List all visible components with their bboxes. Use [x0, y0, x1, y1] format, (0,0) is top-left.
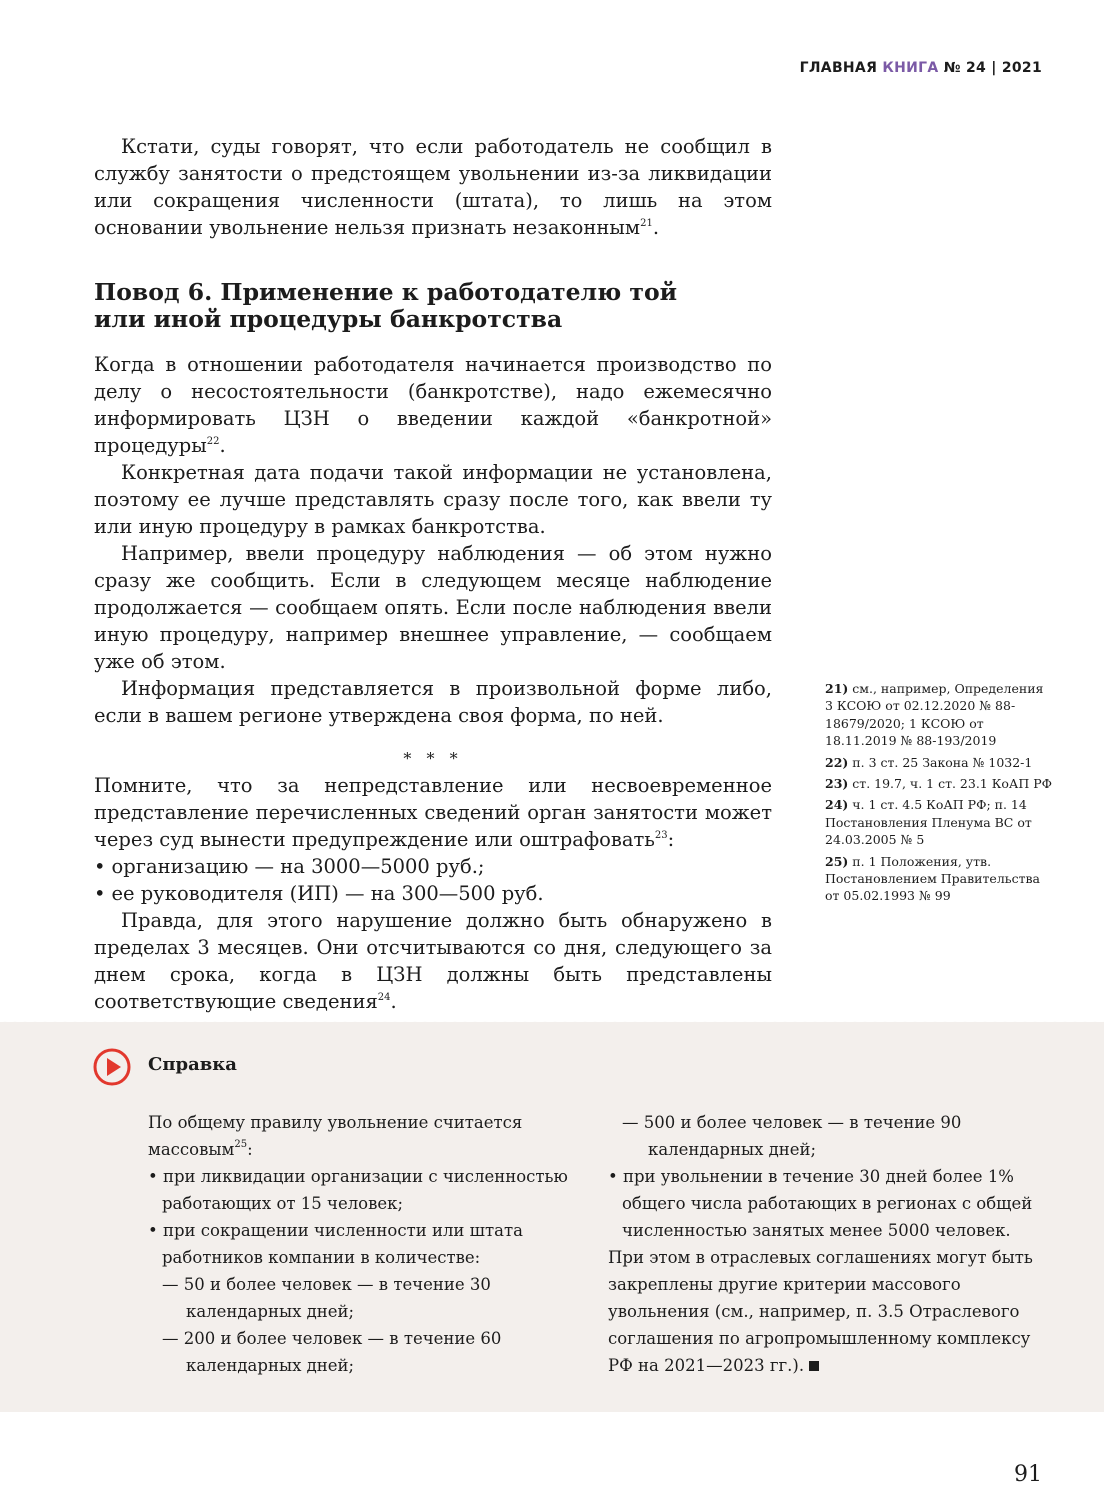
- footnote-ref: 23: [654, 830, 668, 841]
- end-mark-icon: [809, 1361, 819, 1371]
- footnote: 24) ч. 1 ст. 4.5 КоАП РФ; п. 14 Постановления Пленума ВС от 24.03.2005 № 5: [825, 797, 1032, 848]
- info-box-left-column: [148, 1109, 588, 1379]
- info-box-title: Справка: [148, 1054, 237, 1075]
- paragraph: Помните, что за непредставление или несвоевременное представление перечисленных сведений орган занятости может через суд вынести предупреждение или оштрафовать$^{23}$:: [94, 774, 772, 851]
- footnote: 21) см., например, Определения 3 КСОЮ от 02.12.2020 № 88-18679/2020; 1 КСОЮ от 18.11.2019 № 88-193/2019: [825, 681, 1044, 749]
- sub-list-item: — 200 и более человек — в течение 60 календарных дней;: [162, 1329, 502, 1375]
- section-heading: Повод 6. Применение к работодателю той или иной процедуры банкротства: [94, 278, 678, 333]
- info-paragraph: По общему правилу увольнение считается массовым$^{25}$:: [148, 1113, 523, 1159]
- paragraph: Например, ввели процедуру наблюдения — об этом нужно сразу же сообщить. Если в следующем месяце наблюдение продолжается — сообщаем опять. Если после наблюдения ввели иную процедуру, например внешнее управление, — сообщаем уже об этом.: [94, 542, 772, 673]
- info-box-right-column: [608, 1109, 1048, 1379]
- masthead: [800, 60, 1042, 76]
- list-item: • при ликвидации организации с численностью работающих от 15 человек;: [148, 1167, 568, 1213]
- list-item: • при сокращении численности или штата работников компании в количестве:: [148, 1221, 523, 1267]
- paragraph: Информация представляется в произвольной форме либо, если в вашем регионе утверждена своя форма, по ней.: [94, 677, 772, 727]
- footnote-ref: 24: [377, 992, 391, 1003]
- list-item: • при увольнении в течение 30 дней более 1% общего числа работающих в регионах с общей численностью занятых менее 5000 человек.: [608, 1167, 1033, 1240]
- section-body: [94, 351, 772, 1015]
- intro-block: [94, 133, 772, 241]
- footnote: 22) п. 3 ст. 25 Закона № 1032-1: [825, 754, 1033, 770]
- footnote-ref: 25: [234, 1139, 248, 1150]
- footnote-ref: 22: [206, 436, 220, 447]
- footnote-ref: 21: [640, 218, 653, 229]
- info-paragraph: При этом в отраслевых соглашениях могут быть закреплены другие критерии массового увольнения (см., например, п. 3.5 Отраслевого соглашения по агропромышленному комплексу РФ на 2021—2023 гг.).: [608, 1248, 1033, 1375]
- masthead-title: ГЛАВНАЯ: [799, 60, 878, 76]
- section-block: [94, 279, 772, 333]
- footnote: 25) п. 1 Положения, утв. Постановлением Правительства от 05.02.1993 № 99: [825, 853, 1040, 904]
- list-item: • организацию — на 3000—5000 руб.;: [94, 853, 772, 880]
- bullet-list: [94, 853, 772, 907]
- intro-paragraph: Кстати, суды говорят, что если работодатель не сообщил в службу занятости о предстоящем увольнении из-за ликвидации или сокращения численности (штата), то лишь на этом основании увольнение нельзя признать незаконным$^{21}$.: [94, 135, 772, 239]
- footnotes: [825, 680, 1055, 909]
- section-divider: * * *: [403, 749, 463, 768]
- page-number: 91: [1014, 1462, 1042, 1487]
- list-item: • ее руководителя (ИП) — на 300—500 руб.: [94, 880, 772, 907]
- paragraph: Когда в отношении работодателя начинается производство по делу о несостоятельности (банкротстве), надо ежемесячно информировать ЦЗН о введении каждой «банкротной» процедуры$^{22}$.: [94, 353, 772, 457]
- masthead-issue: № 24 | 2021: [943, 60, 1042, 76]
- masthead-accent: КНИГА: [882, 60, 939, 76]
- paragraph: Конкретная дата подачи такой информации не установлена, поэтому ее лучше представлять сразу после того, как ввели ту или иную процедуру в рамках банкротства.: [94, 461, 772, 538]
- paragraph: Правда, для этого нарушение должно быть обнаружено в пределах 3 месяцев. Они отсчитываются со дня, следующего за днем срока, когда в ЦЗН должны быть представлены соответствующие сведения$^{24}$.: [94, 909, 772, 1013]
- footnote: 23) ст. 19.7, ч. 1 ст. 23.1 КоАП РФ: [825, 776, 1053, 792]
- sub-list-item: — 50 и более человек — в течение 30 календарных дней;: [162, 1275, 491, 1321]
- play-icon: [92, 1047, 132, 1087]
- sub-list-item: — 500 и более человек — в течение 90 календарных дней;: [622, 1113, 962, 1159]
